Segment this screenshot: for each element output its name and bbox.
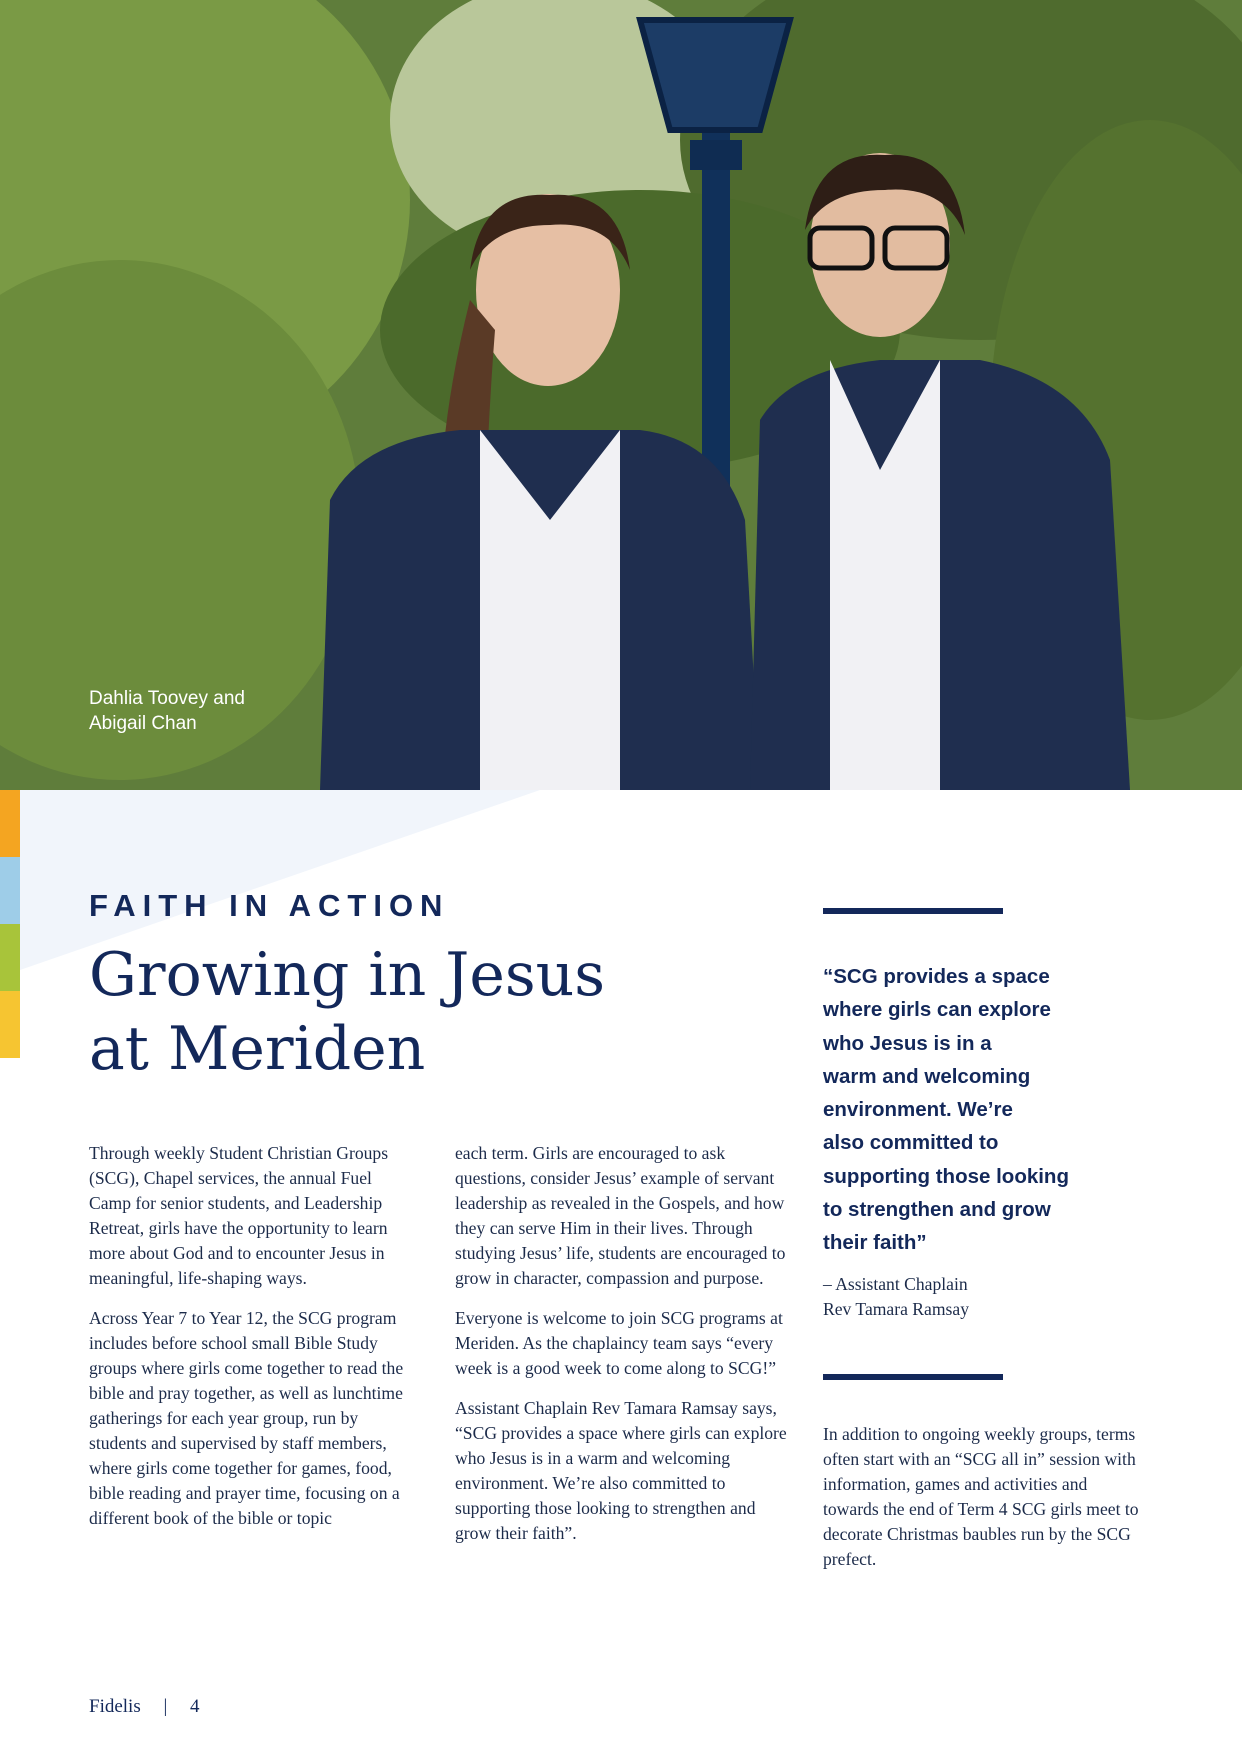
paragraph: each term. Girls are encouraged to ask questions, consider Jesus’ example of servant leadership as revealed in the Gospels, and how they can serve Him in their lives. Through studying Jesus’ life, students are encouraged to grow in character, compassion and purpose.: [455, 1143, 786, 1288]
paragraph: Everyone is welcome to join SCG programs at Meriden. As the chaplaincy team says “every week is a good week to come along to SCG!”: [455, 1308, 783, 1378]
body-column-3: [823, 1422, 1143, 1587]
accent-strip-yellow: [0, 991, 20, 1058]
photo-caption: Dahlia Toovey and Abigail Chan: [89, 688, 245, 734]
paragraph: In addition to ongoing weekly groups, terms often start with an “SCG all in” session with information, games and activities and towards the end of Term 4 SCG girls meet to decorate Christmas baubles run by the SCG prefect.: [823, 1424, 1139, 1569]
footer-separator: |: [163, 1696, 168, 1717]
accent-strip-orange: [0, 790, 20, 857]
accent-strip-blue: [0, 857, 20, 924]
article-title: Growing in Jesus at Meriden: [89, 940, 606, 1084]
body-column-1: [89, 1141, 409, 1546]
paragraph: Across Year 7 to Year 12, the SCG program includes before school small Bible Study groups where girls come together to read the bible and pray together, as well as lunchtime gatherings for each year group, run by students and supervised by staff members, where girls come together for games, food, bible reading and prayer time, focusing on a different book of the bible or topic: [89, 1308, 404, 1528]
page-footer: [89, 1696, 200, 1718]
section-eyebrow: FAITH IN ACTION: [89, 888, 450, 923]
accent-strip-green: [0, 924, 20, 991]
paragraph: Through weekly Student Christian Groups (SCG), Chapel services, the annual Fuel Camp for senior students, and Leadership Retreat, girls have the opportunity to learn more about God and to encounter Jesus in meaningful, life-shaping ways.: [89, 1143, 389, 1288]
pullquote-rule-bottom: [823, 1374, 1003, 1380]
pullquote-attribution: – Assistant Chaplain Rev Tamara Ramsay: [823, 1274, 969, 1319]
pullquote-rule-top: [823, 908, 1003, 914]
publication-name: Fidelis: [89, 1696, 141, 1717]
body-column-2: [455, 1141, 787, 1561]
hero-photo: [0, 0, 1242, 790]
paragraph: Assistant Chaplain Rev Tamara Ramsay says, “SCG provides a space where girls can explore who Jesus is in a warm and welcoming environment. We’re also committed to supporting those looking to strengthen and grow their faith”.: [455, 1398, 787, 1543]
pullquote-text: “SCG provides a space where girls can explore who Jesus is in a warm and welcoming environment. We’re also committed to supporting those looking to strengthen and grow their faith”: [823, 965, 1069, 1255]
page-number: 4: [190, 1696, 200, 1717]
hero-photo-illustration: [0, 0, 1242, 790]
